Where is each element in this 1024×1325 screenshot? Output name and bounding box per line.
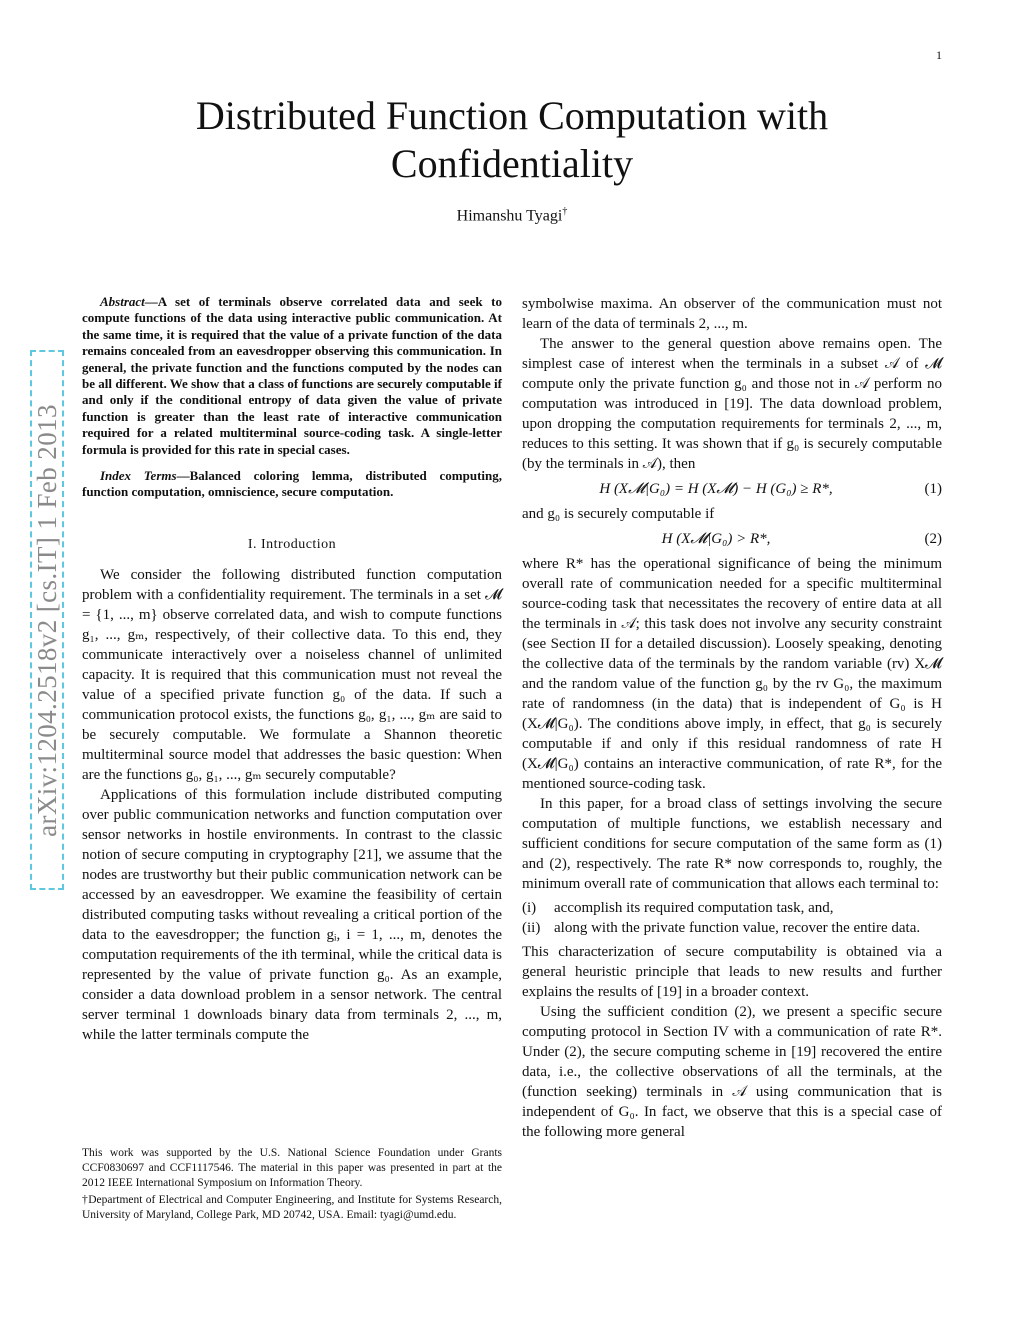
section-heading: I. Introduction <box>247 536 337 552</box>
paragraph: Using the sufficient condition (2), we present a specific secure computing protocol in Section IV with a communication of rate R*. Under (2), the secure computing scheme in [19] recovered the entire data, i.e., the collective observations of all the terminals, at the (function seeking) terminals in 𝒜 using communication that is independent of G₀. In fact, we observe that this is a special case of the following more general <box>522 1004 942 1140</box>
arxiv-id: arXiv:1204.2518v2 [cs.IT] 1 Feb 2013 <box>31 403 62 837</box>
equation-2 <box>522 524 942 554</box>
list-marker: (i) <box>522 900 537 916</box>
footnote: This work was supported by the U.S. National Science Foundation under Grants CCF0830697 and CCF1117546. The material in this paper was presented in part at the 2012 IEEE International Symposium on Information Theory. <box>82 1147 502 1189</box>
equation-body: H (X𝓜|G₀) = H (X𝓜) − H (G₀) ≥ R*, <box>599 481 833 497</box>
index-terms <box>82 468 502 501</box>
list-marker: (ii) <box>522 920 541 936</box>
index-terms-text: —Balanced coloring lemma, distributed computing, function computation, omniscience, secure computation. <box>82 468 502 500</box>
author-mark: † <box>562 206 568 217</box>
abstract <box>82 294 502 458</box>
list-item <box>522 898 942 918</box>
page-number: 1 <box>936 48 942 62</box>
list-text: along with the private function value, recover the entire data. <box>554 920 921 936</box>
right-column <box>522 294 942 1142</box>
equation-number: (2) <box>924 531 942 547</box>
paragraph: symbolwise maxima. An observer of the communication must not learn of the data of terminals 2, ..., m. <box>522 296 942 332</box>
paragraph: This characterization of secure computability is obtained via a general heuristic principle that leads to new results and further explains the results of [19] in a broader context. <box>522 944 942 1000</box>
index-terms-label: Index Terms <box>100 468 177 484</box>
list-item <box>522 918 942 938</box>
abstract-label: Abstract <box>100 294 145 309</box>
author-name: Himanshu Tyagi <box>456 207 563 225</box>
list-text: accomplish its required computation task, and, <box>554 900 834 916</box>
paragraph: The answer to the general question above remains open. The simplest case of interest when the terminals in a subset 𝒜 of 𝓜 compute only the private function g₀ and those not in 𝒜 perform no computation was introduced in [19]. The data download problem, upon dropping the computation requirements for terminals 2, ..., m, reduces to this setting. It was shown that if g₀ is securely computable (by the terminals in 𝒜), then <box>522 336 942 472</box>
paragraph: where R* has the operational significance of being the minimum overall rate of communication needed for a specific multiterminal source-coding task that necessitates the recovery of entire data at all the terminals in 𝒜; this task does not involve any security constraint (see Section II for a detailed discussion). Loosely speaking, denoting the collective data of the terminals by the random variable (rv) X𝓜 and the random value of the function g₀ by the rv G₀, the maximum rate of randomness (in the data) that is independent of G₀ is H (X𝓜|G₀). The conditions above imply, in effect, that g₀ is securely computable if and only if this residual randomness of rate H (X𝓜|G₀) contains an interactive communication, of rate R*, for the mentioned source-coding task. <box>522 556 942 792</box>
equation-number: (1) <box>924 481 942 497</box>
arxiv-stamp <box>30 350 64 890</box>
paragraph: We consider the following distributed function computation problem with a confidentiality requirement. The terminals in a set 𝓜 = {1, ..., m} observe correlated data, and wish to compute functions g₁, ..., gₘ, respectively, of their collective data. To this end, they communicate interactively over a noiseless channel of unlimited capacity. It is required that this communication must not reveal the value of a specified private function g₀ of the data. If such a communication protocol exists, the functions g₀, g₁, ..., gₘ are said to be securely computable. We formulate a Shannon theoretic multiterminal source model that addresses the basic question: When are the functions g₀, g₁, ..., gₘ securely computable? <box>82 566 502 783</box>
equation-1 <box>522 474 942 504</box>
author-line <box>0 206 1024 225</box>
footnotes <box>82 1146 502 1225</box>
footnote: †Department of Electrical and Computer Engineering, and Institute for Systems Research, University of Maryland, College Park, MD 20742, USA. Email: tyagi@umd.edu. <box>82 1194 502 1221</box>
paragraph: and g₀ is securely computable if <box>522 506 715 522</box>
paragraph: Applications of this formulation include distributed computing over public communication networks and function computation over sensor networks in hostile environments. In contrast to the classic notion of secure computing in cryptography [21], we assume that the nodes are trustworthy but their public communication network can be accessed by an eavesdropper. We examine the feasibility of certain distributed computing tasks without revealing a critical portion of the data to the eavesdropper; the function gᵢ, i = 1, ..., m, denotes the computation requirements of the ith terminal, while the critical data is represented by the value of private function g₀. As an example, consider a data download problem in a sensor network. The central server terminal 1 downloads binary data from terminals 2, ..., m, while the latter terminals compute the <box>82 786 502 1043</box>
left-column <box>82 294 502 1045</box>
requirements-list <box>522 898 942 938</box>
abstract-text: —A set of terminals observe correlated data and seek to compute functions of the data using interactive public communication. At the same time, it is required that the value of a private function of the data remains concealed from an eavesdropper observing this communication. In general, the private function and the functions computed by the nodes can be all different. We show that a class of functions are securely computable if and only if the conditional entropy of data given the value of private function is greater than the least rate of interactive communication required for a related multiterminal source-coding task. A single-letter formula is provided for this rate in special cases. <box>82 294 502 457</box>
equation-body: H (X𝓜|G₀) > R*, <box>661 531 771 547</box>
paragraph: In this paper, for a broad class of settings involving the secure computation of multiple functions, we establish necessary and sufficient conditions for secure computation of the same form as (1) and (2), respectively. The rate R* now corresponds to, roughly, the minimum overall rate of communication that allows each terminal to: <box>522 796 942 892</box>
paper-title: Distributed Function Computation with Confidentiality <box>195 93 829 186</box>
